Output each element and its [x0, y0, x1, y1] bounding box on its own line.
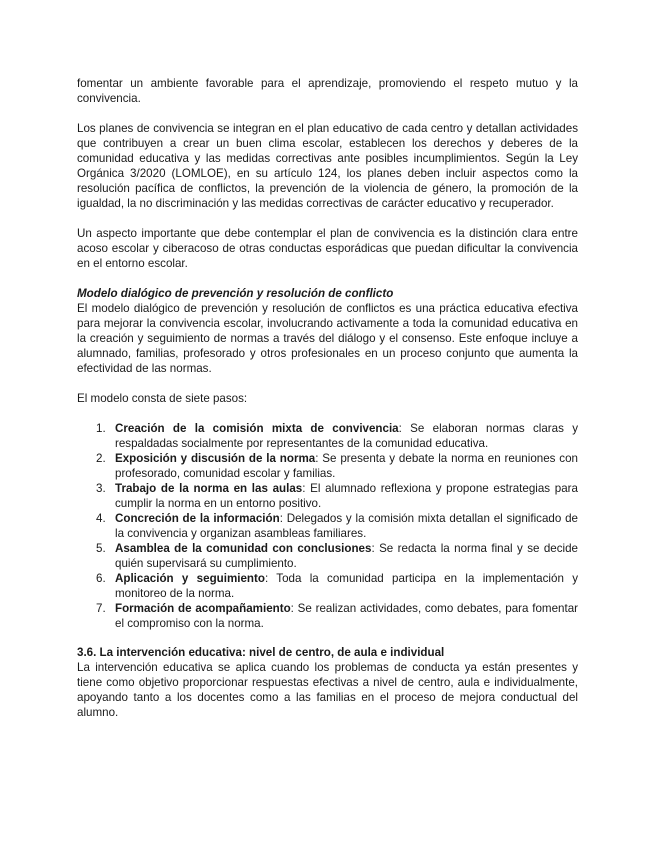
list-item: [77, 421, 578, 451]
step-text: : Toda la comunidad participa en la implementación y monitoreo de la norma.: [115, 572, 578, 600]
step-text: : Se presenta y debate la norma en reuniones con profesorado, comunidad escolar y familias.: [115, 452, 578, 480]
paragraph-acoso-escolar: Un aspecto importante que debe contemplar el plan de convivencia es la distinción clara entre acoso escolar y ciberacoso de otras conductas esporádicas que puedan dificultar la convivencia en el entorno escolar.: [77, 227, 578, 270]
list-item: [77, 571, 578, 601]
steps-list: [77, 421, 578, 631]
list-number: 2.: [96, 452, 106, 465]
subheading-modelo-dialogico: Modelo dialógico de prevención y resolución de conflicto: [77, 287, 394, 300]
step-title: Aplicación y seguimiento: [115, 572, 265, 585]
list-item: [77, 541, 578, 571]
document-page: [77, 76, 578, 720]
step-text: : Se redacta la norma final y se decide quién supervisará su cumplimiento.: [115, 542, 579, 570]
list-item: [77, 481, 578, 511]
paragraph-planes-convivencia: Los planes de convivencia se integran en el plan educativo de cada centro y detallan actividades que contribuyen a crear un buen clima escolar, establecen los derechos y deberes de la comunidad educativa y las medidas correctivas ante posibles incumplimientos. Según la Ley Orgánica 3/2020 (LOMLOE), en su artículo 124, los planes deben incluir aspectos como la resolución pacífica de conflictos, la prevención de la violencia de género, la promoción de la igualdad, la no discriminación y las medidas correctivas de carácter educativo y recuperador.: [77, 122, 578, 210]
paragraph-intervencion-educativa: La intervención educativa se aplica cuando los problemas de conducta ya están presentes y tiene como objetivo proporcionar respuestas efectivas a nivel de centro, aula e individualmente, apoyando tanto a los docentes como a las familias en el proceso de mejora conductual del alumno.: [77, 661, 578, 719]
step-title: Trabajo de la norma en las aulas: [115, 482, 303, 495]
paragraph-intro-continuation: fomentar un ambiente favorable para el aprendizaje, promoviendo el respeto mutuo y la convivencia.: [77, 77, 578, 105]
list-item: [77, 451, 578, 481]
paragraph-siete-pasos: El modelo consta de siete pasos:: [77, 392, 248, 405]
list-number: 3.: [96, 482, 106, 495]
step-text: : Delegados y la comisión mixta detallan el significado de la convivencia y organizan asambleas familiares.: [115, 512, 578, 540]
step-title: Formación de acompañamiento: [115, 602, 291, 615]
step-title: Asamblea de la comunidad con conclusiones: [115, 542, 372, 555]
step-title: Concreción de la información: [115, 512, 280, 525]
step-text: : Se elaboran normas claras y respaldadas socialmente por representantes de la comunidad educativa.: [115, 422, 578, 450]
list-number: 4.: [96, 512, 106, 525]
step-title: Exposición y discusión de la norma: [115, 452, 316, 465]
list-number: 5.: [96, 542, 106, 555]
paragraph-modelo-dialogico: El modelo dialógico de prevención y resolución de conflictos es una práctica educativa efectiva para mejorar la convivencia escolar, involucrando activamente a toda la comunidad educativa en la creación y seguimiento de normas a través del diálogo y el consenso. Este enfoque incluye a alumnado, familias, profesorado y otros profesionales en un proceso conjunto que aumenta la efectividad de las normas.: [77, 302, 578, 375]
section-heading-3-6: 3.6. La intervención educativa: nivel de centro, de aula e individual: [77, 646, 445, 659]
step-text: : Se realizan actividades, como debates, para fomentar el compromiso con la norma.: [115, 602, 578, 630]
step-text: : El alumnado reflexiona y propone estrategias para cumplir la norma en un entorno positivo.: [115, 482, 578, 510]
list-item: [77, 511, 578, 541]
list-number: 1.: [96, 422, 106, 435]
list-number: 6.: [96, 572, 106, 585]
list-number: 7.: [96, 602, 106, 615]
list-item: [77, 601, 578, 631]
step-title: Creación de la comisión mixta de convivencia: [115, 422, 399, 435]
